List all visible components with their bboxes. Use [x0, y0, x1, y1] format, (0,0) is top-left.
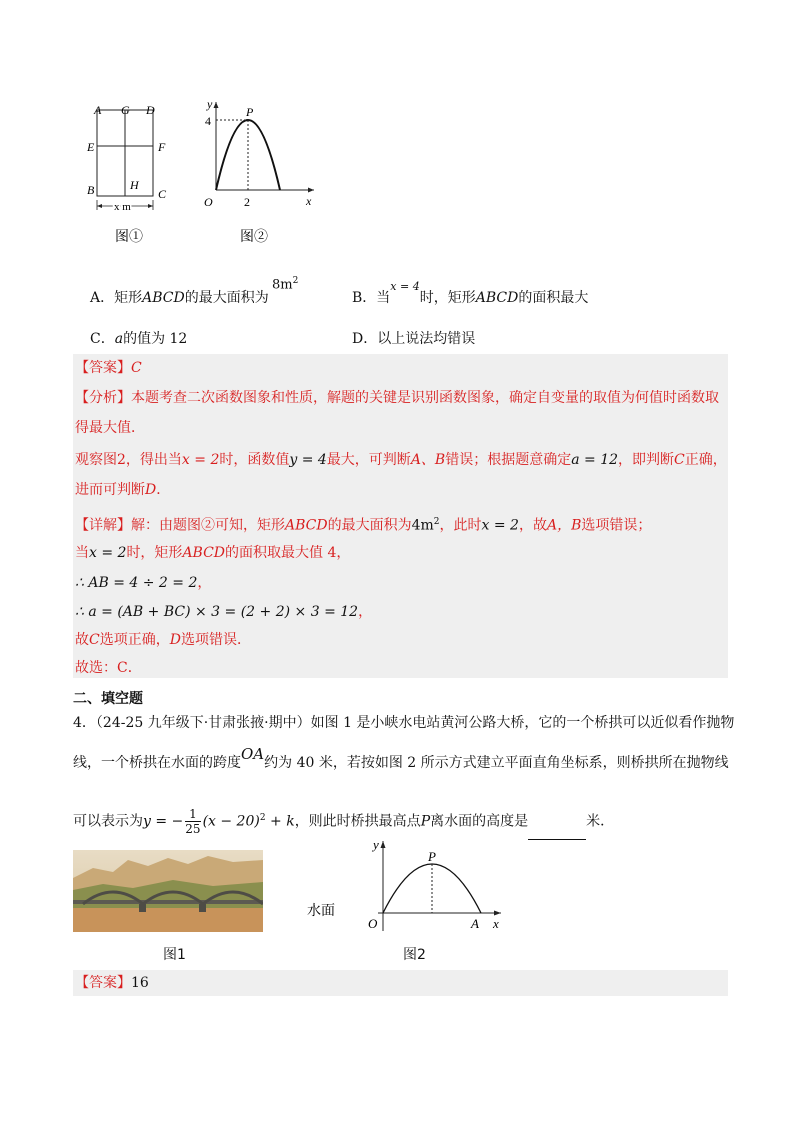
fig1-dimension: x m [114, 201, 131, 213]
option-a-value: $8m^2$ [272, 276, 299, 293]
fig1-label-C: C [158, 187, 167, 201]
figure-1-rectangle [82, 98, 182, 250]
fig1-caption: 图① [115, 230, 143, 245]
fig2-caption: 图② [240, 230, 268, 245]
detail-line-1: 【详解】解：由题图②可知，矩形ABCD的最大面积为$4m^2$，此时x = 2，故A，B选项错误； [75, 517, 652, 534]
option-b: B．当$^{x = 4}$时，矩形ABCD的面积最大 [352, 280, 589, 306]
fig2-origin-label: O [204, 195, 213, 209]
fig1-label-B: B [87, 183, 95, 197]
fig2-parabola [216, 120, 280, 190]
q4-fig2-peak: P [428, 849, 436, 864]
q4-fig2-water: 水面 [307, 904, 335, 919]
q4-answer-line: 【答案】16 [75, 975, 149, 991]
q4-fig2-caption: 图2 [403, 947, 426, 963]
analysis-line-1: 【分析】本题考查二次函数图象和性质，解题的关键是识别函数图象，确定自变量的取值为何值时函数取 [75, 390, 719, 406]
choose-line: 故选：C． [75, 660, 142, 676]
fig1-label-A: A [94, 103, 102, 117]
q4-fig2-x-label: x [493, 916, 499, 931]
observation-line: 观察图2，得出当x = 2时，函数值y = 4最大，可判断A、B错误；根据题意确定a = 12，即判断C正确， [75, 452, 727, 468]
q4-fig1-caption: 图1 [163, 947, 186, 963]
q4-answer-blank [528, 825, 586, 840]
q4-figure-2-graph [305, 835, 505, 935]
equation-1: ∴ AB = 4 ÷ 2 = 2， [75, 575, 212, 591]
option-d: D．以上说法均错误 [352, 331, 476, 347]
answer-line: 【答案】C [75, 360, 142, 376]
q4-line-2: 线，一个桥拱在水面的跨度OA约为 40 米，若按如图 2 所示方式建立平面直角坐标系，则桥拱所在抛物线 [73, 745, 729, 771]
conclusion-line: 故C选项正确，D选项错误． [75, 632, 251, 648]
fig2-y-tick: 4 [205, 114, 211, 128]
q4-line-1: 4．（24-25 九年级下·甘肃张掖·期中）如图 1 是小峡水电站黄河公路大桥，它的一个桥拱可以近似看作抛物 [73, 715, 735, 731]
fig1-label-E: E [87, 140, 95, 154]
fig1-label-F: F [158, 140, 166, 154]
section-heading: 二、填空题 [73, 691, 143, 707]
fig1-label-H: H [130, 178, 139, 192]
q4-fig2-origin: O [368, 916, 378, 931]
q4-fraction: $\frac{1}{25}$ [185, 807, 201, 837]
q4-line-3: 可以表示为y = − $\frac{1}{25}$ $(x - 20)^2 + k$，则此时桥拱最高点P离水面的高度是 米． [73, 800, 614, 840]
fig2-x-tick: 2 [244, 195, 250, 209]
q4-fig2-end: A [471, 916, 479, 931]
q4-fig2-y-label: y [373, 837, 379, 852]
fig1-label-D: D [146, 103, 155, 117]
fig1-label-G: G [121, 103, 130, 117]
analysis-line-2: 得最大值． [75, 420, 145, 436]
figure-2-graph [196, 96, 318, 250]
option-c: C．a的值为 12 [90, 331, 188, 347]
equation-2: ∴ a = (AB + BC) × 3 = (2 + 2) × 3 = 12， [75, 604, 373, 620]
option-a: A．矩形ABCD的最大面积为 [90, 290, 269, 306]
q4-answer-block [73, 970, 728, 996]
detail-line-2: 当x = 2时，矩形ABCD的面积取最大值 4， [75, 545, 351, 561]
bridge-photo [73, 850, 263, 932]
fig2-x-axis-label: x [306, 194, 312, 208]
fig2-y-axis-label: y [207, 97, 213, 111]
fig2-peak-label: P [246, 105, 254, 119]
conclusion-hint-line: 进而可判断D． [75, 482, 171, 498]
